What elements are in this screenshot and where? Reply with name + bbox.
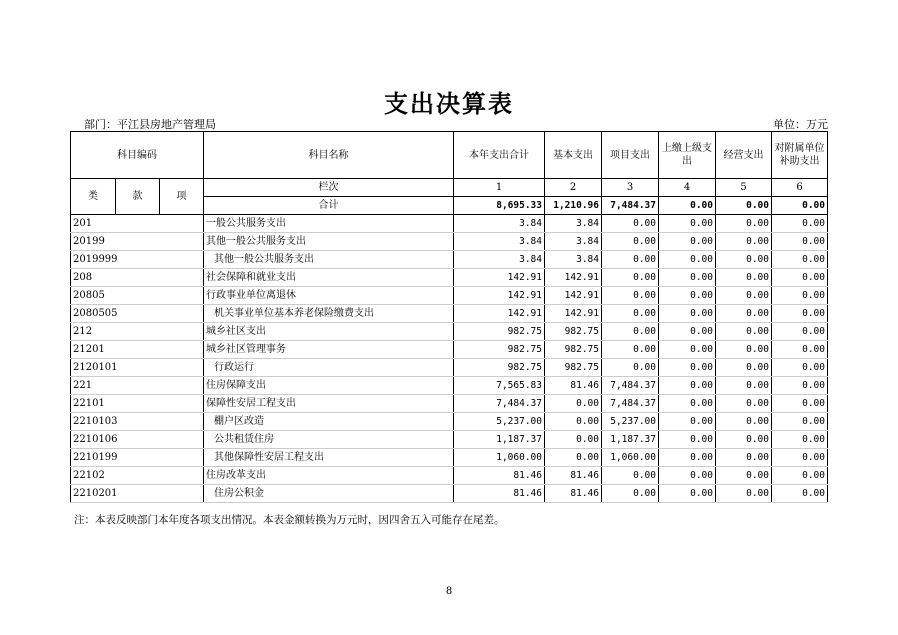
row-total: 1,187.37 <box>454 431 545 449</box>
col-index-6: 6 <box>772 179 828 197</box>
row-name: 公共租赁住房 <box>204 431 454 449</box>
row-total: 142.91 <box>454 305 545 323</box>
row-basic: 0.00 <box>545 431 602 449</box>
header-business: 经营支出 <box>716 132 772 179</box>
row-name: 城乡社区支出 <box>204 323 454 341</box>
row-total: 81.46 <box>454 485 545 503</box>
row-project: 0.00 <box>602 215 659 233</box>
row-subsidy: 0.00 <box>772 251 828 269</box>
row-total: 142.91 <box>454 287 545 305</box>
row-basic: 142.91 <box>545 287 602 305</box>
row-project: 0.00 <box>602 485 659 503</box>
row-total: 982.75 <box>454 359 545 377</box>
row-subsidy: 0.00 <box>772 323 828 341</box>
row-subsidy: 0.00 <box>772 449 828 467</box>
row-basic: 81.46 <box>545 467 602 485</box>
row-basic: 0.00 <box>545 395 602 413</box>
footnote: 注：本表反映部门本年度各项支出情况。本表金额转换为万元时，因四舍五入可能存在尾差。 <box>74 514 505 526</box>
row-code: 20199 <box>71 233 204 251</box>
row-project: 1,060.00 <box>602 449 659 467</box>
row-business: 0.00 <box>716 233 772 251</box>
row-upper: 0.00 <box>659 287 716 305</box>
row-upper: 0.00 <box>659 359 716 377</box>
row-code: 2120101 <box>71 359 204 377</box>
total-upper: 0.00 <box>659 197 716 215</box>
row-upper: 0.00 <box>659 341 716 359</box>
table-row <box>71 305 828 323</box>
row-business: 0.00 <box>716 467 772 485</box>
row-total: 1,060.00 <box>454 449 545 467</box>
total-subsidy: 0.00 <box>772 197 828 215</box>
row-business: 0.00 <box>716 269 772 287</box>
row-subsidy: 0.00 <box>772 287 828 305</box>
header-xiang: 项 <box>160 179 204 215</box>
row-business: 0.00 <box>716 215 772 233</box>
col-index-4: 4 <box>659 179 716 197</box>
row-subsidy: 0.00 <box>772 233 828 251</box>
row-code: 2210103 <box>71 413 204 431</box>
table-row <box>71 449 828 467</box>
header-basic: 基本支出 <box>545 132 602 179</box>
row-basic: 142.91 <box>545 305 602 323</box>
row-code: 20805 <box>71 287 204 305</box>
row-total: 3.84 <box>454 233 545 251</box>
row-total: 982.75 <box>454 341 545 359</box>
row-subsidy: 0.00 <box>772 395 828 413</box>
row-total: 142.91 <box>454 269 545 287</box>
row-total: 3.84 <box>454 251 545 269</box>
row-upper: 0.00 <box>659 431 716 449</box>
total-label: 合计 <box>204 197 454 215</box>
table-row <box>71 467 828 485</box>
row-total: 7,484.37 <box>454 395 545 413</box>
row-total: 81.46 <box>454 467 545 485</box>
row-upper: 0.00 <box>659 269 716 287</box>
row-code: 2210199 <box>71 449 204 467</box>
table-row <box>71 287 828 305</box>
row-project: 0.00 <box>602 323 659 341</box>
row-name: 一般公共服务支出 <box>204 215 454 233</box>
row-code: 201 <box>71 215 204 233</box>
row-project: 0.00 <box>602 305 659 323</box>
row-project: 7,484.37 <box>602 395 659 413</box>
row-name: 住房改革支出 <box>204 467 454 485</box>
row-business: 0.00 <box>716 359 772 377</box>
table-row <box>71 233 828 251</box>
row-subsidy: 0.00 <box>772 485 828 503</box>
total-basic: 1,210.96 <box>545 197 602 215</box>
col-index-3: 3 <box>602 179 659 197</box>
page-number: 8 <box>445 586 453 597</box>
row-business: 0.00 <box>716 395 772 413</box>
row-name: 其他保障性安居工程支出 <box>204 449 454 467</box>
row-name: 保障性安居工程支出 <box>204 395 454 413</box>
table-row <box>71 431 828 449</box>
row-project: 0.00 <box>602 233 659 251</box>
row-subsidy: 0.00 <box>772 269 828 287</box>
col-index-5: 5 <box>716 179 772 197</box>
row-code: 21201 <box>71 341 204 359</box>
total-business: 0.00 <box>716 197 772 215</box>
header-project: 项目支出 <box>602 132 659 179</box>
row-name: 机关事业单位基本养老保险缴费支出 <box>204 305 454 323</box>
row-code: 2019999 <box>71 251 204 269</box>
row-subsidy: 0.00 <box>772 341 828 359</box>
row-business: 0.00 <box>716 341 772 359</box>
row-project: 5,237.00 <box>602 413 659 431</box>
row-project: 0.00 <box>602 287 659 305</box>
row-subsidy: 0.00 <box>772 413 828 431</box>
row-basic: 982.75 <box>545 359 602 377</box>
row-name: 住房保障支出 <box>204 377 454 395</box>
row-basic: 0.00 <box>545 449 602 467</box>
row-basic: 3.84 <box>545 233 602 251</box>
header-code: 科目编码 <box>71 132 204 179</box>
row-code: 22102 <box>71 467 204 485</box>
row-subsidy: 0.00 <box>772 467 828 485</box>
row-name: 其他一般公共服务支出 <box>204 233 454 251</box>
table-row <box>71 323 828 341</box>
row-name: 住房公积金 <box>204 485 454 503</box>
table-row <box>71 215 828 233</box>
total-total: 8,695.33 <box>454 197 545 215</box>
row-basic: 3.84 <box>545 215 602 233</box>
table-row <box>71 413 828 431</box>
row-project: 7,484.37 <box>602 377 659 395</box>
row-project: 1,187.37 <box>602 431 659 449</box>
row-name: 社会保障和就业支出 <box>204 269 454 287</box>
row-code: 212 <box>71 323 204 341</box>
row-business: 0.00 <box>716 485 772 503</box>
expenditure-table <box>70 131 828 503</box>
row-business: 0.00 <box>716 305 772 323</box>
row-upper: 0.00 <box>659 395 716 413</box>
row-upper: 0.00 <box>659 467 716 485</box>
col-index-2: 2 <box>545 179 602 197</box>
row-code: 221 <box>71 377 204 395</box>
row-subsidy: 0.00 <box>772 359 828 377</box>
row-name: 棚户区改造 <box>204 413 454 431</box>
row-name: 城乡社区管理事务 <box>204 341 454 359</box>
row-name: 行政事业单位离退休 <box>204 287 454 305</box>
row-basic: 81.46 <box>545 485 602 503</box>
row-upper: 0.00 <box>659 413 716 431</box>
header-kuan: 款 <box>116 179 160 215</box>
row-project: 0.00 <box>602 269 659 287</box>
row-subsidy: 0.00 <box>772 431 828 449</box>
header-total: 本年支出合计 <box>454 132 545 179</box>
row-subsidy: 0.00 <box>772 215 828 233</box>
header-name: 科目名称 <box>204 132 454 179</box>
row-total: 7,565.83 <box>454 377 545 395</box>
table-row <box>71 359 828 377</box>
row-upper: 0.00 <box>659 215 716 233</box>
row-code: 2210106 <box>71 431 204 449</box>
table-row <box>71 269 828 287</box>
row-code: 2210201 <box>71 485 204 503</box>
header-lanci: 栏次 <box>204 179 454 197</box>
col-index-1: 1 <box>454 179 545 197</box>
row-basic: 81.46 <box>545 377 602 395</box>
page-title: 支出决算表 <box>384 90 514 118</box>
row-total: 5,237.00 <box>454 413 545 431</box>
row-total: 3.84 <box>454 215 545 233</box>
row-name: 其他一般公共服务支出 <box>204 251 454 269</box>
row-basic: 3.84 <box>545 251 602 269</box>
row-project: 0.00 <box>602 251 659 269</box>
row-subsidy: 0.00 <box>772 305 828 323</box>
row-upper: 0.00 <box>659 449 716 467</box>
row-basic: 982.75 <box>545 341 602 359</box>
row-upper: 0.00 <box>659 377 716 395</box>
row-upper: 0.00 <box>659 485 716 503</box>
department-label: 部门：平江县房地产管理局 <box>84 118 216 131</box>
row-business: 0.00 <box>716 413 772 431</box>
header-upper: 上缴上级支出 <box>659 132 716 179</box>
row-business: 0.00 <box>716 323 772 341</box>
table-row <box>71 395 828 413</box>
header-lei: 类 <box>71 179 116 215</box>
row-code: 2080505 <box>71 305 204 323</box>
table-row <box>71 251 828 269</box>
table-row <box>71 377 828 395</box>
row-business: 0.00 <box>716 377 772 395</box>
row-subsidy: 0.00 <box>772 377 828 395</box>
row-upper: 0.00 <box>659 305 716 323</box>
row-code: 208 <box>71 269 204 287</box>
row-business: 0.00 <box>716 449 772 467</box>
row-name: 行政运行 <box>204 359 454 377</box>
row-project: 0.00 <box>602 341 659 359</box>
row-basic: 0.00 <box>545 413 602 431</box>
row-basic: 142.91 <box>545 269 602 287</box>
row-upper: 0.00 <box>659 233 716 251</box>
unit-label: 单位：万元 <box>773 118 828 131</box>
table-row <box>71 341 828 359</box>
row-basic: 982.75 <box>545 323 602 341</box>
row-upper: 0.00 <box>659 323 716 341</box>
row-total: 982.75 <box>454 323 545 341</box>
row-code: 22101 <box>71 395 204 413</box>
table-row <box>71 485 828 503</box>
row-project: 0.00 <box>602 467 659 485</box>
row-business: 0.00 <box>716 431 772 449</box>
row-upper: 0.00 <box>659 251 716 269</box>
row-project: 0.00 <box>602 359 659 377</box>
row-business: 0.00 <box>716 287 772 305</box>
header-subsidy: 对附属单位补助支出 <box>772 132 828 179</box>
total-project: 7,484.37 <box>602 197 659 215</box>
row-business: 0.00 <box>716 251 772 269</box>
